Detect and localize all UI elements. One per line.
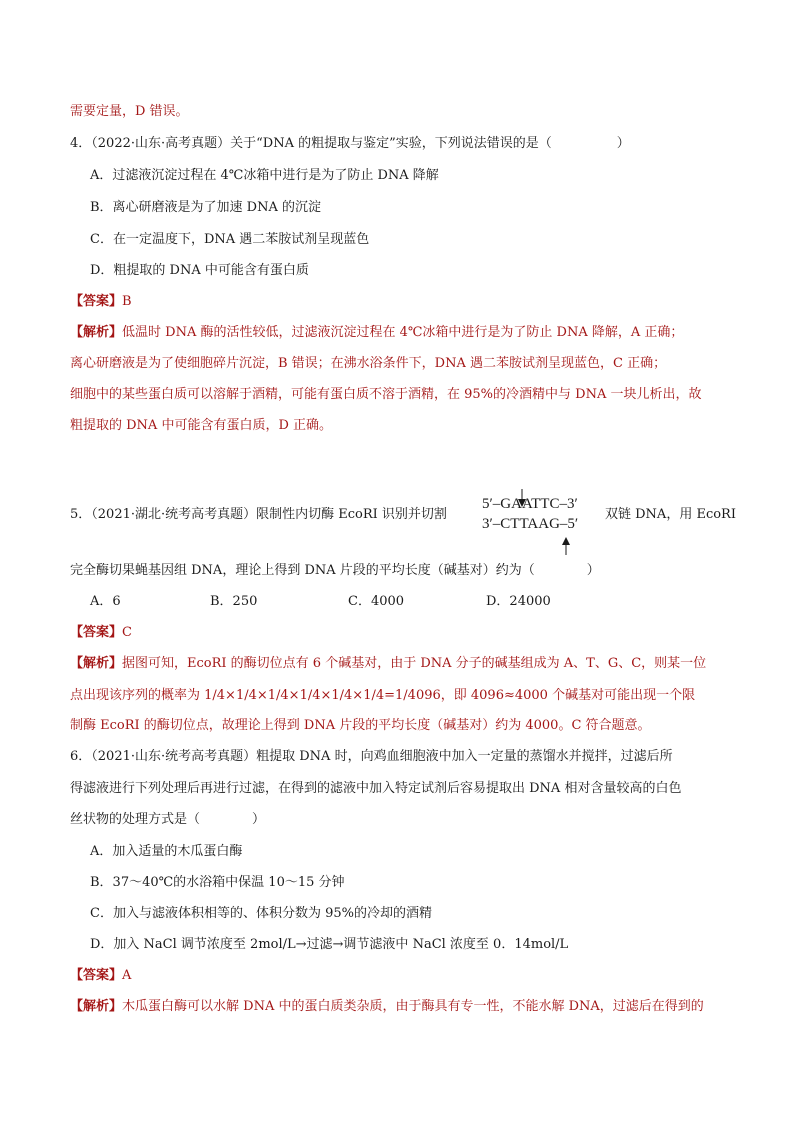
question-6-stem-line-2: 得滤液进行下列处理后再进行过滤，在得到的滤液中加入特定试剂后容易提取出 DNA 相对含量较高的白色 xyxy=(70,781,682,796)
answer-tag: 【答案】 xyxy=(70,625,123,640)
question-5-answer xyxy=(70,623,132,643)
dna-bottom-strand: 3′–CTTAAG–5′ xyxy=(482,516,579,532)
question-4-option-a: A．过滤液沉淀过程在 4℃冰箱中进行是为了防止 DNA 降解 xyxy=(90,168,439,183)
question-4-answer xyxy=(70,292,132,312)
question-5-option-a: A．6 xyxy=(90,594,121,609)
question-4-stem: 4．（2022·山东·高考真题）关于“DNA 的粗提取与鉴定”实验，下列说法错误的是（ ） xyxy=(70,136,630,151)
ecori-recognition-sequence xyxy=(482,489,600,555)
question-6-analysis-line-1 xyxy=(70,997,704,1017)
question-5-analysis-line-1 xyxy=(70,654,706,674)
question-4-analysis-line-4: 粗提取的 DNA 中可能含有蛋白质，D 正确。 xyxy=(70,418,333,433)
analysis-tag: 【解析】 xyxy=(70,325,123,340)
question-4-option-d: D．粗提取的 DNA 中可能含有蛋白质 xyxy=(90,263,309,278)
question-4-option-c: C．在一定温度下，DNA 遇二苯胺试剂呈现蓝色 xyxy=(90,232,370,247)
answer-tag: 【答案】 xyxy=(70,968,123,983)
answer-value: B xyxy=(122,294,132,309)
question-5-stem-start: 5．（2021·湖北·统考高考真题）限制性内切酶 EcoRI 识别并切割 xyxy=(70,507,447,522)
question-5-analysis-line-3: 制酶 EcoRI 的酶切位点，故理论上得到 DNA 片段的平均长度（碱基对）约为 4000。C 符合题意。 xyxy=(70,718,651,733)
question-5-option-c: C．4000 xyxy=(348,594,405,609)
analysis-text: 木瓜蛋白酶可以水解 DNA 中的蛋白质类杂质，由于酶具有专一性，不能水解 DNA，过滤后在得到的 xyxy=(122,999,704,1014)
analysis-tag: 【解析】 xyxy=(70,999,123,1014)
question-6-answer xyxy=(70,966,131,986)
analysis-text: 低温时 DNA 酶的活性较低，过滤液沉淀过程在 4℃冰箱中进行是为了防止 DNA 降解，A 正确； xyxy=(122,325,684,340)
question-6-stem-line-3: 丝状物的处理方式是（ ） xyxy=(70,812,266,827)
question-4-analysis-line-3: 细胞中的某些蛋白质可以溶解于酒精，可能有蛋白质不溶于酒精，在 95%的冷酒精中与 DNA 一块儿析出，故 xyxy=(70,387,702,402)
analysis-text: 据图可知，EcoRI 的酶切位点有 6 个碱基对，由于 DNA 分子的碱基组成为 A、T、G、C，则某一位 xyxy=(122,656,707,671)
previous-analysis-fragment: 需要定量，D 错误。 xyxy=(70,104,189,119)
question-4-analysis-line-2: 离心研磨液是为了使细胞碎片沉淀，B 错误；在沸水浴条件下，DNA 遇二苯胺试剂呈现蓝色，C 正确； xyxy=(70,356,667,371)
question-5-option-b: B．250 xyxy=(210,594,258,609)
analysis-tag: 【解析】 xyxy=(70,656,123,671)
answer-value: C xyxy=(122,625,132,640)
question-5-analysis-line-2: 点出现该序列的概率为 1/4×1/4×1/4×1/4×1/4×1/4=1/4096，即 4096≈4000 个碱基对可能出现一个限 xyxy=(70,688,696,703)
question-5-options xyxy=(90,592,551,612)
answer-tag: 【答案】 xyxy=(70,294,123,309)
question-4-analysis-line-1 xyxy=(70,323,683,343)
question-6-stem-line-1: 6．（2021·山东·统考高考真题）粗提取 DNA 时，向鸡血细胞液中加入一定量的蒸馏水并搅拌，过滤后所 xyxy=(70,749,673,764)
question-4-option-b: B．离心研磨液是为了加速 DNA 的沉淀 xyxy=(90,200,322,215)
answer-value: A xyxy=(122,968,132,983)
question-6-option-d: D．加入 NaCl 调节浓度至 2mol/L→过滤→调节滤液中 NaCl 浓度至 0．14mol/L xyxy=(90,937,569,952)
question-6-option-a: A．加入适量的木瓜蛋白酶 xyxy=(90,844,243,859)
question-6-option-c: C．加入与滤液体积相等的、体积分数为 95%的冷却的酒精 xyxy=(90,906,432,921)
question-6-option-b: B．37～40℃的水浴箱中保温 10～15 分钟 xyxy=(90,875,345,890)
question-5-stem-line-2: 完全酶切果蝇基因组 DNA，理论上得到 DNA 片段的平均长度（碱基对）约为（ ） xyxy=(70,563,600,578)
question-5-option-d: D．24000 xyxy=(486,594,551,609)
dna-top-strand: 5′–GAATTC–3′ xyxy=(482,496,578,512)
question-5-stem-end: 双链 DNA，用 EcoRI xyxy=(605,507,736,522)
